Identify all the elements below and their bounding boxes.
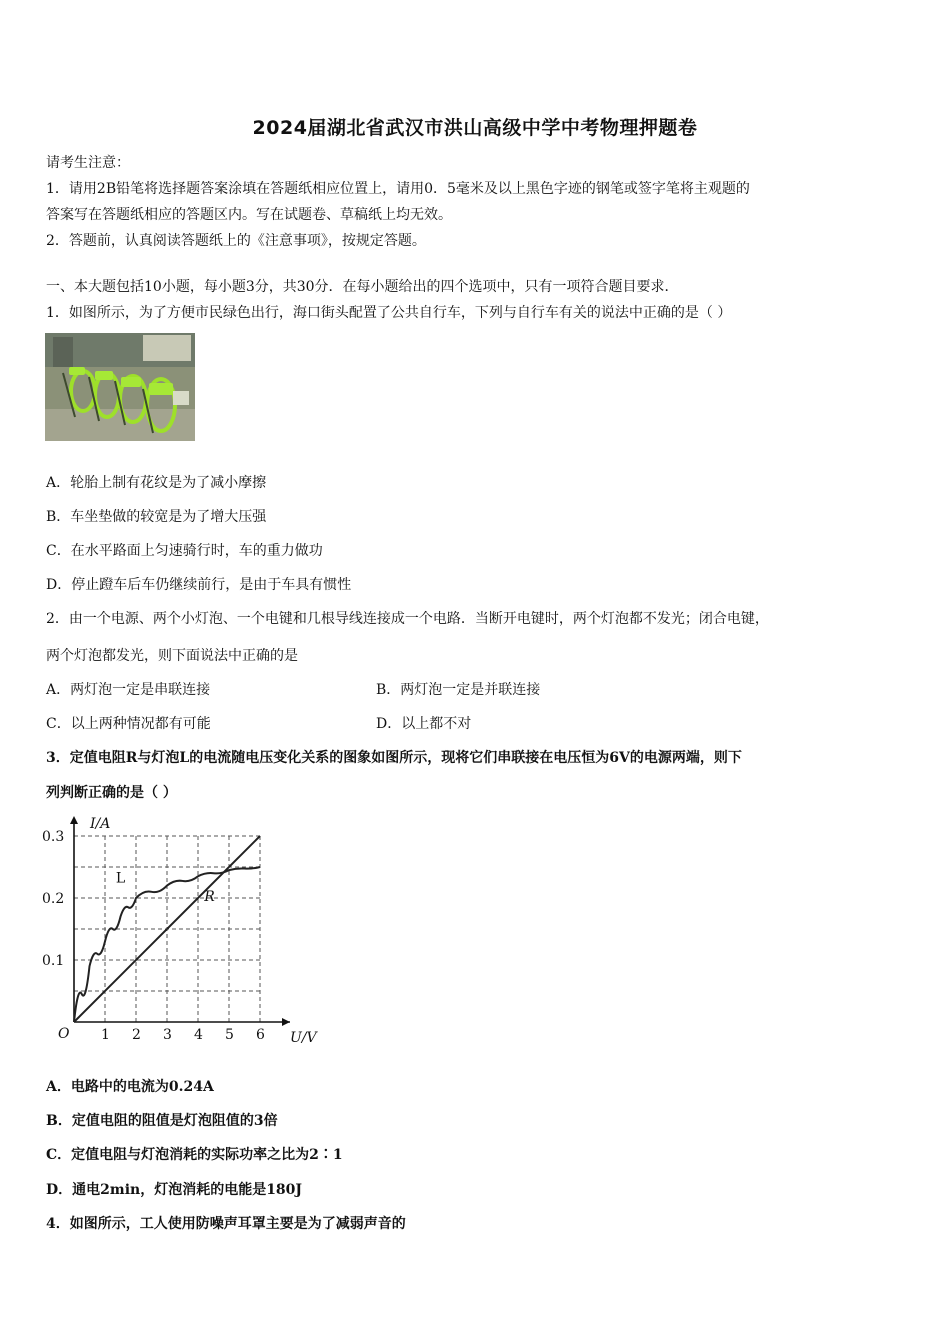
x-axis-label: U/V bbox=[290, 1030, 317, 1046]
q1-option-b: B．车坐垫做的较宽是为了增大压强 bbox=[46, 509, 267, 525]
q2-option-a: A．两灯泡一定是串联连接 bbox=[46, 682, 211, 698]
notice-line-1: 1．请用2B铅笔将选择题答案涂填在答题纸相应位置上，请用0．5毫米及以上黑色字迹的钢笔或签字笔将主观题的 bbox=[46, 181, 750, 197]
section-1-heading: 一、本大题包括10小题，每小题3分，共30分．在每小题给出的四个选项中，只有一项符合题目要求． bbox=[46, 279, 679, 295]
q3-stem-line-1: 3．定值电阻R与灯泡L的电流随电压变化关系的图象如图所示，现将它们串联接在电压恒为6V的电源两端，则下 bbox=[46, 750, 742, 766]
iu-graph-svg bbox=[38, 812, 338, 1048]
q3-option-c: C．定值电阻与灯泡消耗的实际功率之比为2∶1 bbox=[46, 1147, 343, 1163]
q2-option-b: B．两灯泡一定是并联连接 bbox=[376, 682, 541, 698]
iu-graph bbox=[38, 812, 338, 1048]
q3-option-b: B．定值电阻的阻值是灯泡阻值的3倍 bbox=[46, 1113, 278, 1129]
bicycle-photo bbox=[45, 333, 195, 441]
x-tick-label: 4 bbox=[194, 1027, 203, 1043]
y-tick-label: 0.1 bbox=[42, 953, 65, 969]
series-r-curve bbox=[74, 836, 260, 1022]
q3-option-d: D．通电2min，灯泡消耗的电能是180J bbox=[46, 1182, 303, 1198]
notice-heading: 请考生注意： bbox=[46, 155, 130, 171]
notice-line-2: 答案写在答题纸相应的答题区内。写在试题卷、草稿纸上均无效。 bbox=[46, 207, 452, 223]
y-tick-label: 0.3 bbox=[42, 829, 65, 845]
q1-option-d: D．停止蹬车后车仍继续前行，是由于车具有惯性 bbox=[46, 577, 352, 593]
y-tick-label: 0.2 bbox=[42, 891, 65, 907]
exam-title: 2024届湖北省武汉市洪山高级中学中考物理押题卷 bbox=[252, 117, 698, 139]
x-tick-label: 5 bbox=[225, 1027, 234, 1043]
y-axis-label: I/A bbox=[90, 816, 111, 832]
q1-stem: 1．如图所示，为了方便市民绿色出行，海口街头配置了公共自行车，下列与自行车有关的说法中正确的是（ ） bbox=[46, 305, 732, 321]
q2-stem-line-1: 2．由一个电源、两个小灯泡、一个电键和几根导线连接成一个电路．当断开电键时，两个灯泡都不发光；闭合电键， bbox=[46, 611, 769, 627]
q1-option-c: C．在水平路面上匀速骑行时，车的重力做功 bbox=[46, 543, 323, 559]
x-tick-label: 2 bbox=[132, 1027, 141, 1043]
q3-stem-line-2: 列判断正确的是（ ） bbox=[46, 785, 177, 801]
q2-stem-line-2: 两个灯泡都发光，则下面说法中正确的是 bbox=[46, 648, 298, 664]
series-r-label: R bbox=[204, 889, 215, 906]
x-tick-label: 1 bbox=[101, 1027, 110, 1043]
x-tick-label: 3 bbox=[163, 1027, 172, 1043]
q1-option-a: A．轮胎上制有花纹是为了减小摩擦 bbox=[46, 475, 267, 491]
series-l-label: L bbox=[115, 870, 126, 887]
y-axis-arrow bbox=[70, 816, 78, 824]
q3-option-a: A．电路中的电流为0.24A bbox=[46, 1079, 214, 1095]
x-axis-arrow bbox=[282, 1018, 290, 1026]
q2-option-d: D．以上都不对 bbox=[376, 716, 472, 732]
q4-stem: 4．如图所示，工人使用防噪声耳罩主要是为了减弱声音的 bbox=[46, 1216, 406, 1232]
q2-option-c: C．以上两种情况都有可能 bbox=[46, 716, 211, 732]
notice-line-3: 2．答题前，认真阅读答题纸上的《注意事项》，按规定答题。 bbox=[46, 233, 426, 249]
x-tick-label: 6 bbox=[256, 1027, 265, 1043]
origin-label: O bbox=[58, 1026, 70, 1042]
